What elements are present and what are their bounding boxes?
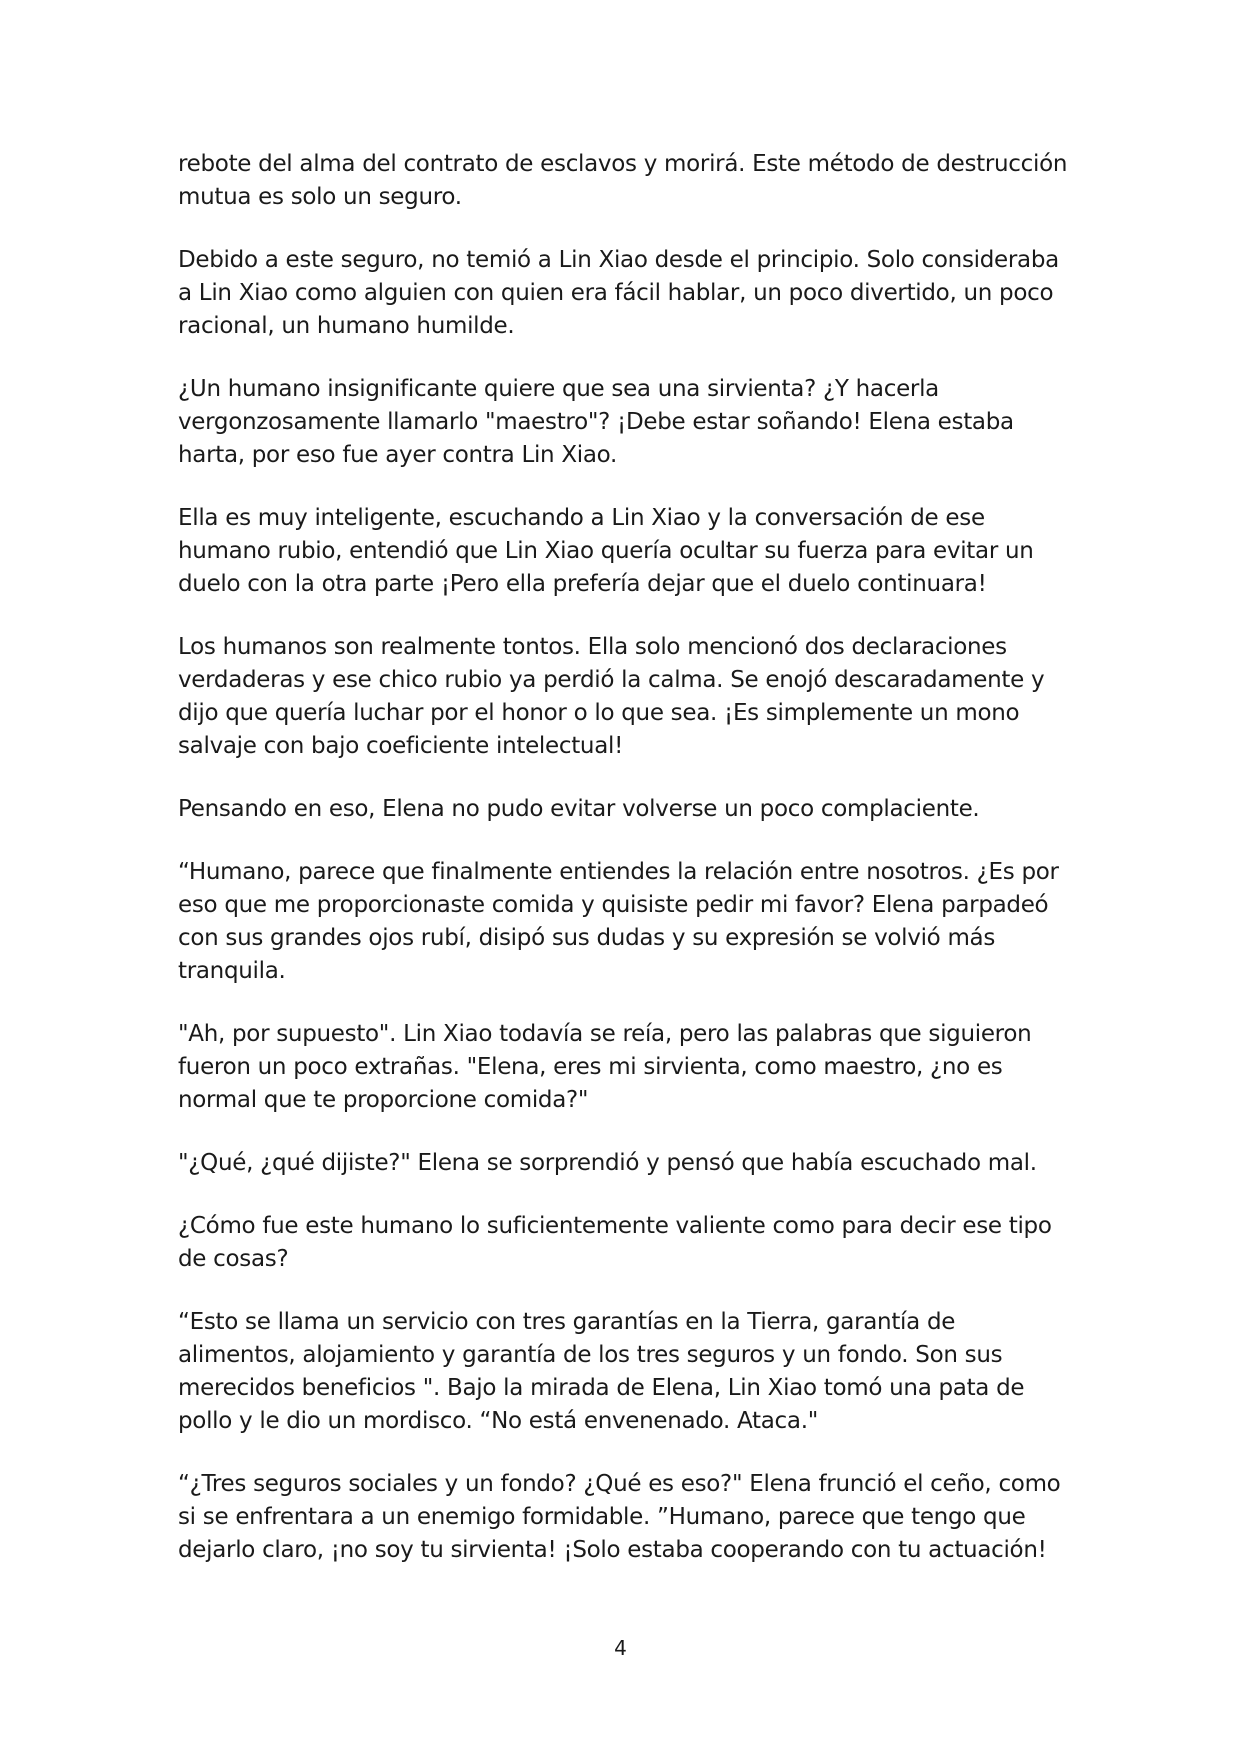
paragraph-6: Pensando en eso, Elena no pudo evitar volverse un poco complaciente. [178,796,980,822]
paragraph-3: ¿Un humano insignificante quiere que sea una sirvienta? ¿Y hacerla vergonzosamente llamarlo "maestro"? ¡Debe estar soñando! Elena estaba harta, por eso fue ayer contra Lin Xiao. [178,376,1014,468]
document-body [178,148,1068,1597]
paragraph-8: "Ah, por supuesto". Lin Xiao todavía se reía, pero las palabras que siguieron fueron un poco extrañas. "Elena, eres mi sirvienta, como maestro, ¿no es normal que te proporcione comida?" [178,1021,1032,1113]
paragraph-12: “¿Tres seguros sociales y un fondo? ¿Qué es eso?" Elena frunció el ceño, como si se enfrentara a un enemigo formidable. ”Humano, parece que tengo que dejarlo claro, ¡no soy tu sirvienta! ¡Solo estaba cooperando con tu actuación! [178,1471,1061,1563]
paragraph-9: "¿Qué, ¿qué dijiste?" Elena se sorprendió y pensó que había escuchado mal. [178,1150,1037,1176]
page-number: 4 [614,1636,627,1660]
paragraph-7: “Humano, parece que finalmente entiendes la relación entre nosotros. ¿Es por eso que me proporcionaste comida y quisiste pedir mi favor? Elena parpadeó con sus grandes ojos rubí, disipó sus dudas y su expresión se volvió más tranquila. [178,859,1059,984]
paragraph-4: Ella es muy inteligente, escuchando a Lin Xiao y la conversación de ese humano rubio, entendió que Lin Xiao quería ocultar su fuerza para evitar un duelo con la otra parte ¡Pero ella prefería dejar que el duelo continuara! [178,505,1034,597]
paragraph-1: rebote del alma del contrato de esclavos y morirá. Este método de destrucción mutua es solo un seguro. [178,151,1068,210]
paragraph-11: “Esto se llama un servicio con tres garantías en la Tierra, garantía de alimentos, alojamiento y garantía de los tres seguros y un fondo. Son sus merecidos beneficios ". Bajo la mirada de Elena, Lin Xiao tomó una pata de pollo y le dio un mordisco. “No está envenenado. Ataca." [178,1309,1025,1434]
paragraph-5: Los humanos son realmente tontos. Ella solo mencionó dos declaraciones verdaderas y ese chico rubio ya perdió la calma. Se enojó descaradamente y dijo que quería luchar por el honor o lo que sea. ¡Es simplemente un mono salvaje con bajo coeficiente intelectual! [178,634,1045,759]
paragraph-10: ¿Cómo fue este humano lo suficientemente valiente como para decir ese tipo de cosas? [178,1213,1052,1272]
paragraph-2: Debido a este seguro, no temió a Lin Xiao desde el principio. Solo consideraba a Lin Xiao como alguien con quien era fácil hablar, un poco divertido, un poco racional, un humano humilde. [178,247,1059,339]
